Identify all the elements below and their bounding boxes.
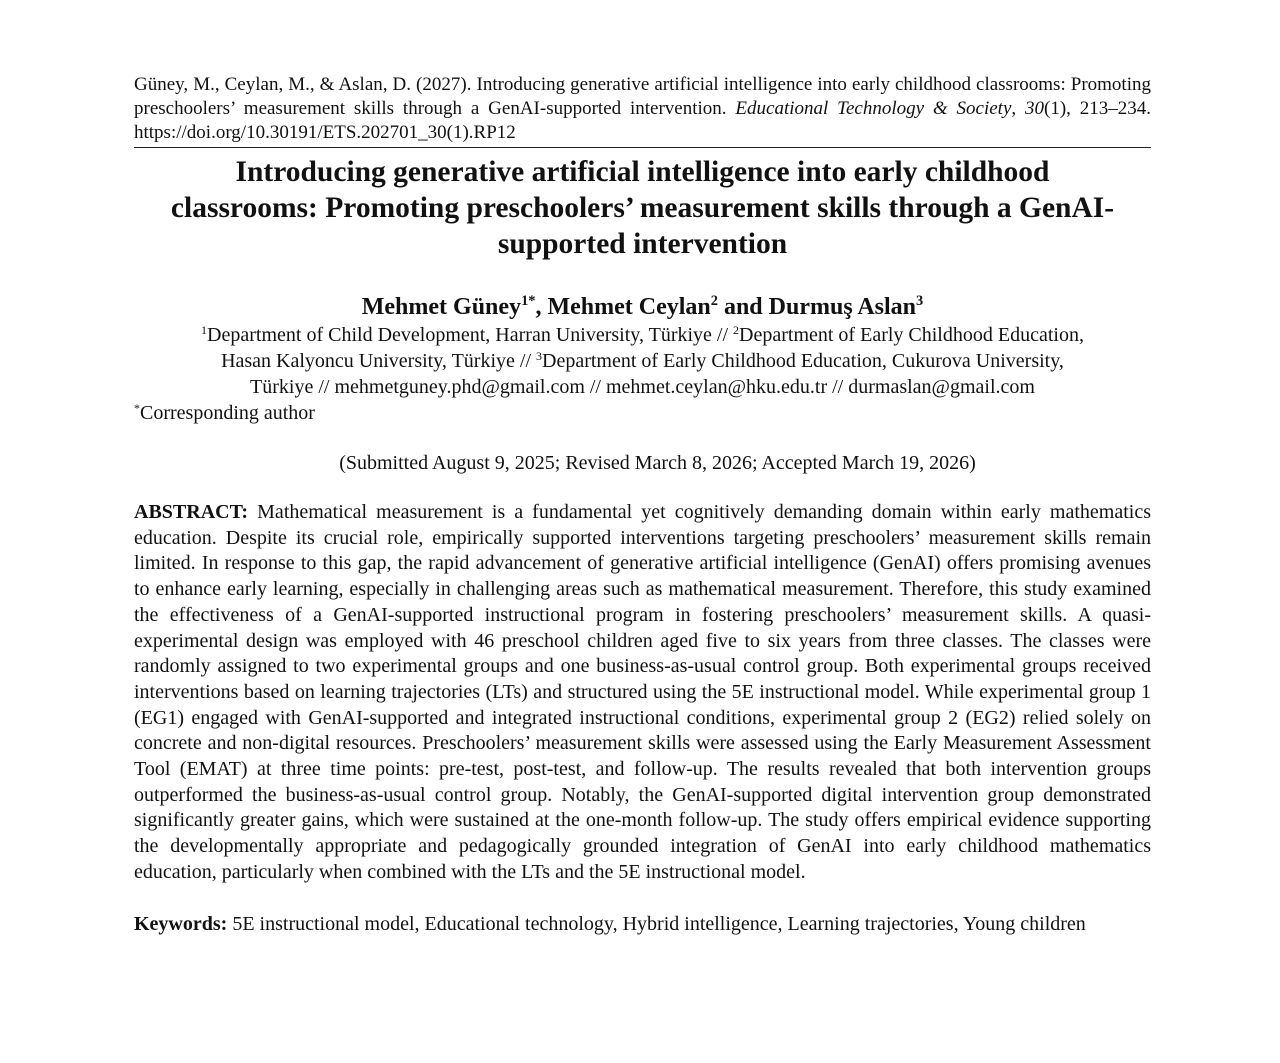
title-line-3: supported intervention: [497, 228, 788, 260]
author-name: Durmuş Aslan: [768, 294, 917, 320]
title-line-2: classrooms: Promoting preschoolers’ measurement skills through a GenAI-: [170, 192, 1115, 224]
citation-volume: 30: [1025, 98, 1044, 119]
affiliations: [134, 322, 1151, 400]
author-list: [134, 292, 1151, 322]
author-name: Mehmet Ceylan: [547, 294, 711, 320]
author-mark: 3: [916, 293, 924, 310]
paper-content: [134, 73, 1151, 937]
citation-doi-link[interactable]: https://doi.org/10.30191/ETS.202701_30(1).RP12: [134, 122, 516, 143]
affiliation-3: Department of Early Childhood Education, Cukurova University,: [542, 350, 1064, 372]
citation-authors-title: Güney, M., Ceylan, M., & Aslan, D. (2027). Introducing generative artificial intelligence into early childhood classrooms: Promoting preschoolers’ measurement skills through a GenAI-supported intervention.: [134, 74, 1151, 119]
author-mark: 1*: [521, 293, 536, 310]
affiliation-2-part-2: Hasan Kalyoncu University, Türkiye //: [221, 350, 536, 372]
corresponding-author-note: [134, 400, 1151, 426]
submission-dates: (Submitted August 9, 2025; Revised March 8, 2026; Accepted March 19, 2026): [339, 452, 976, 474]
author-emails: Türkiye // mehmetguney.phd@gmail.com // mehmet.ceylan@hku.edu.tr // durmaslan@gmail.com: [250, 376, 1035, 398]
corresponding-mark: *: [134, 400, 140, 415]
abstract: [134, 500, 1151, 886]
citation-issue-pages: (1), 213–234.: [1044, 98, 1152, 119]
author-separator: and: [717, 294, 769, 320]
title-line-1: Introducing generative artificial intelligence into early childhood: [235, 156, 1050, 188]
abstract-text: Mathematical measurement is a fundamental yet cognitively demanding domain within early mathematics education. Despite its crucial role, empirically supported interventions targeting preschoolers’ measurement skills remain limited. In response to this gap, the rapid advancement of generative artificial intelligence (GenAI) offers promising avenues to enhance early learning, especially in challenging areas such as mathematical measurement. Therefore, this study examined the effectiveness of a GenAI-supported instructional program in fostering preschoolers’ measurement skills. A quasi-experimental design was employed with 46 preschool children aged five to six years from three classes. The classes were randomly assigned to two experimental groups and one business-as-usual control group. Both experimental groups received interventions based on learning trajectories (LTs) and structured using the 5E instructional model. While experimental group 1 (EG1) engaged with GenAI-supported and integrated instructional conditions, experimental group 2 (EG2) relied solely on concrete and non-digital resources. Preschoolers’ measurement skills were assessed using the Early Measurement Assessment Tool (EMAT) at three time points: pre-test, post-test, and follow-up. The results revealed that both intervention groups outperformed the business-as-usual control group. Notably, the GenAI-supported digital intervention group demonstrated significantly greater gains, which were sustained at the one-month follow-up. The study offers empirical evidence supporting the developmentally appropriate and pedagogically grounded integration of GenAI into early childhood mathematics education, particularly when combined with the LTs and the 5E instructional model.: [134, 501, 1151, 883]
citation-journal: Educational Technology & Society: [735, 98, 1012, 119]
corresponding-text: Corresponding author: [140, 402, 315, 424]
affiliation-mark: 3: [536, 348, 542, 363]
affiliation-mark: 1: [201, 322, 208, 337]
affiliation-1: Department of Child Development, Harran University, Türkiye //: [207, 324, 734, 346]
keywords-label: Keywords:: [134, 912, 228, 935]
citation-header: [134, 73, 1151, 148]
abstract-label: ABSTRACT:: [134, 501, 249, 523]
affiliation-2-part-1: Department of Early Childhood Education,: [739, 324, 1084, 346]
keywords: [134, 911, 1151, 937]
citation-separator: ,: [1011, 98, 1025, 119]
affiliation-mark: 2: [733, 322, 740, 337]
paper-title: [134, 154, 1151, 262]
author-mark: 2: [710, 293, 718, 310]
author-name: Mehmet Güney: [361, 294, 522, 320]
author-separator: ,: [535, 294, 548, 320]
keywords-text: 5E instructional model, Educational technology, Hybrid intelligence, Learning trajectories, Young children: [227, 912, 1086, 935]
